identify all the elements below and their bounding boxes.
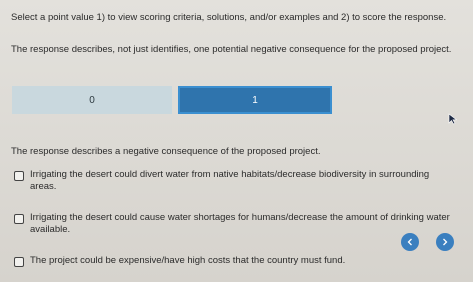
previous-button[interactable] — [401, 233, 419, 251]
score-label: 0 — [89, 94, 95, 106]
criteria-question: The response describes a negative consequence of the proposed project. — [11, 146, 321, 157]
choice-label: The project could be expensive/have high costs that the country must fund. — [30, 255, 346, 266]
checkbox[interactable] — [14, 171, 24, 181]
choice-item[interactable] — [14, 169, 454, 193]
chevron-left-icon — [406, 238, 414, 246]
mouse-cursor-icon — [448, 113, 458, 125]
next-button[interactable] — [436, 233, 454, 251]
choice-item[interactable] — [14, 255, 394, 267]
score-button-0[interactable] — [12, 86, 172, 114]
checkbox[interactable] — [14, 214, 24, 224]
score-selector — [12, 86, 332, 114]
score-label: 1 — [252, 94, 258, 106]
choice-label: Irrigating the desert could cause water shortages for humans/decrease the amount of drinking water available. — [30, 212, 450, 235]
score-button-1[interactable] — [178, 86, 332, 114]
chevron-right-icon — [441, 238, 449, 246]
choice-item[interactable] — [14, 212, 464, 236]
choice-label: Irrigating the desert could divert water from native habitats/decrease biodiversity in surrounding areas. — [30, 169, 430, 192]
prompt-text: The response describes, not just identifies, one potential negative consequence for the proposed project. — [11, 44, 452, 55]
instruction-text: Select a point value 1) to view scoring criteria, solutions, and/or examples and 2) to score the response. — [11, 12, 447, 23]
checkbox[interactable] — [14, 257, 24, 267]
